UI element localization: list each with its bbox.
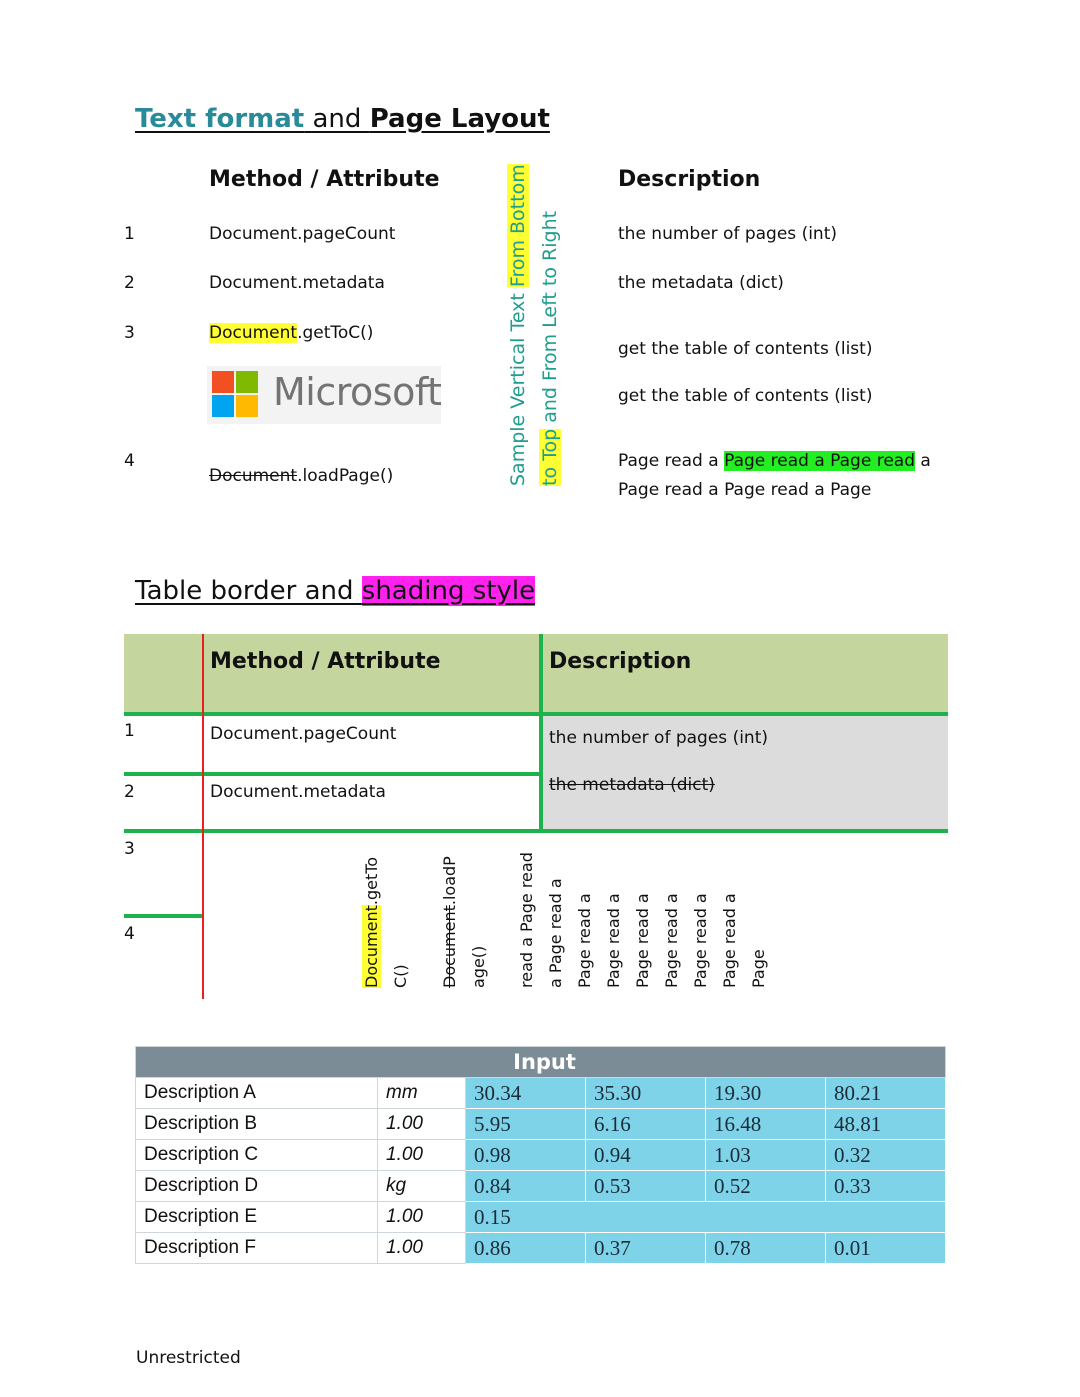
rotated-highlight: Document	[362, 905, 381, 988]
highlighted-text: Page read a Page read	[724, 451, 915, 471]
row-number: 4	[124, 451, 135, 471]
table-col-method-header: Method / Attribute	[210, 649, 441, 674]
table-header-row	[136, 1047, 946, 1078]
row-unit: 1.00	[378, 1140, 466, 1171]
description-cell: get the table of contents (list)	[618, 386, 873, 406]
border-line-vertical	[539, 634, 543, 831]
logo-red-square	[212, 371, 234, 393]
strikethrough-text: Document	[209, 466, 298, 486]
value-cell: 0.52	[706, 1171, 826, 1202]
method-rest: .getToC()	[297, 323, 374, 343]
description-cell-strikethrough: the metadata (dict)	[549, 775, 715, 795]
border-line	[124, 712, 948, 716]
row-unit: 1.00	[378, 1202, 466, 1233]
section1-title	[135, 104, 550, 134]
vertical-line-2	[534, 164, 566, 486]
logo-blue-square	[212, 395, 234, 417]
value-cell: 0.01	[826, 1233, 946, 1264]
table-header-shading	[124, 634, 948, 714]
table-row	[136, 1202, 946, 1233]
rotated-text: Page read a	[633, 893, 652, 988]
row-number: 1	[124, 721, 135, 741]
table-row	[136, 1078, 946, 1109]
rotated-text: Page read a	[720, 893, 739, 988]
vertical-highlight: to Top	[539, 428, 561, 486]
rotated-text: Page read a	[575, 893, 594, 988]
title-part: Table border and	[135, 576, 362, 606]
vertical-part: and From Left to Right	[539, 210, 561, 429]
table-row	[136, 1140, 946, 1171]
value-cell: 19.30	[706, 1078, 826, 1109]
input-header: Input	[136, 1047, 946, 1078]
description-cell: the number of pages (int)	[549, 728, 768, 748]
rotated-part: .loadP	[440, 856, 459, 906]
vertical-highlight: From Bottom	[507, 164, 529, 288]
input-table	[135, 1046, 946, 1264]
value-cell: 30.34	[466, 1078, 586, 1109]
row-number: 2	[124, 273, 135, 293]
row-label: Description C	[136, 1140, 378, 1171]
row-label: Description B	[136, 1109, 378, 1140]
rotated-text: a Page read a	[546, 878, 565, 988]
footer-classification: Unrestricted	[136, 1348, 241, 1368]
col-method-header: Method / Attribute	[209, 167, 440, 192]
rotated-text	[357, 857, 386, 988]
method-cell	[209, 466, 393, 486]
row-label: Description E	[136, 1202, 378, 1233]
title-and: and	[304, 104, 370, 134]
value-cell: 0.37	[586, 1233, 706, 1264]
table-row	[136, 1171, 946, 1202]
row-number: 2	[124, 782, 135, 802]
rotated-strike: Document	[440, 905, 459, 988]
method-cell: Document.metadata	[210, 782, 386, 802]
value-cell: 0.33	[826, 1171, 946, 1202]
row-label: Description A	[136, 1078, 378, 1109]
row-unit: 1.00	[378, 1233, 466, 1264]
value-cell: 35.30	[586, 1078, 706, 1109]
rotated-text: read a Page read	[517, 852, 536, 988]
description-cell	[618, 451, 931, 471]
table-row	[136, 1233, 946, 1264]
title-highlight: shading style	[361, 576, 536, 606]
value-cell: 0.86	[466, 1233, 586, 1264]
border-line	[124, 772, 541, 776]
value-cell: 80.21	[826, 1078, 946, 1109]
value-cell: 0.53	[586, 1171, 706, 1202]
row-label: Description F	[136, 1233, 378, 1264]
title-page-layout: Page Layout	[369, 104, 550, 134]
description-cell-line2: Page read a Page read a Page	[618, 480, 872, 500]
value-cell: 5.95	[466, 1109, 586, 1140]
row-number: 4	[124, 924, 135, 944]
method-cell	[209, 323, 373, 343]
rotated-text: Page read a	[604, 893, 623, 988]
value-cell: 0.84	[466, 1171, 586, 1202]
rotated-text: age()	[469, 945, 488, 988]
description-cell: the metadata (dict)	[618, 273, 784, 293]
value-cell: 0.32	[826, 1140, 946, 1171]
col-description-header: Description	[618, 167, 761, 192]
value-cell: 0.78	[706, 1233, 826, 1264]
value-cell: 0.98	[466, 1140, 586, 1171]
rotated-text: Page read a	[691, 893, 710, 988]
microsoft-logo	[207, 366, 441, 424]
row-number: 1	[124, 224, 135, 244]
row-label: Description D	[136, 1171, 378, 1202]
value-cell: 1.03	[706, 1140, 826, 1171]
method-cell: Document.pageCount	[209, 224, 396, 244]
description-cell: the number of pages (int)	[618, 224, 837, 244]
value-cell: 48.81	[826, 1109, 946, 1140]
row-number: 3	[124, 839, 135, 859]
row-unit: 1.00	[378, 1109, 466, 1140]
description-cell: get the table of contents (list)	[618, 339, 873, 359]
rotated-part: .getTo	[362, 856, 381, 906]
title-text-format: Text format	[135, 104, 305, 134]
value-cell-merged: 0.15	[466, 1202, 946, 1233]
row-number: 3	[124, 323, 135, 343]
rotated-text: Page read a	[662, 893, 681, 988]
border-line	[124, 829, 948, 833]
table-col-description-header: Description	[549, 649, 692, 674]
vertical-line-1	[502, 164, 534, 486]
border-line-red	[202, 634, 204, 999]
rotated-text	[435, 856, 464, 988]
row-unit: kg	[378, 1171, 466, 1202]
value-cell: 0.94	[586, 1140, 706, 1171]
method-cell: Document.metadata	[209, 273, 385, 293]
vertical-text	[502, 164, 566, 486]
logo-wordmark: Microsoft	[273, 370, 442, 414]
highlighted-text: Document	[209, 323, 298, 343]
rotated-text: C()	[391, 964, 410, 988]
section2-title	[135, 576, 535, 606]
row-unit: mm	[378, 1078, 466, 1109]
table-row	[136, 1109, 946, 1140]
vertical-part: Sample Vertical Text	[507, 287, 529, 486]
value-cell: 6.16	[586, 1109, 706, 1140]
logo-yellow-square	[236, 395, 258, 417]
logo-green-square	[236, 371, 258, 393]
method-rest: .loadPage()	[297, 466, 394, 486]
value-cell: 16.48	[706, 1109, 826, 1140]
desc-part: Page read a	[618, 451, 725, 471]
rotated-text: Page	[749, 949, 768, 988]
border-line	[124, 914, 202, 918]
desc-part: a	[915, 451, 931, 471]
method-cell: Document.pageCount	[210, 724, 397, 744]
